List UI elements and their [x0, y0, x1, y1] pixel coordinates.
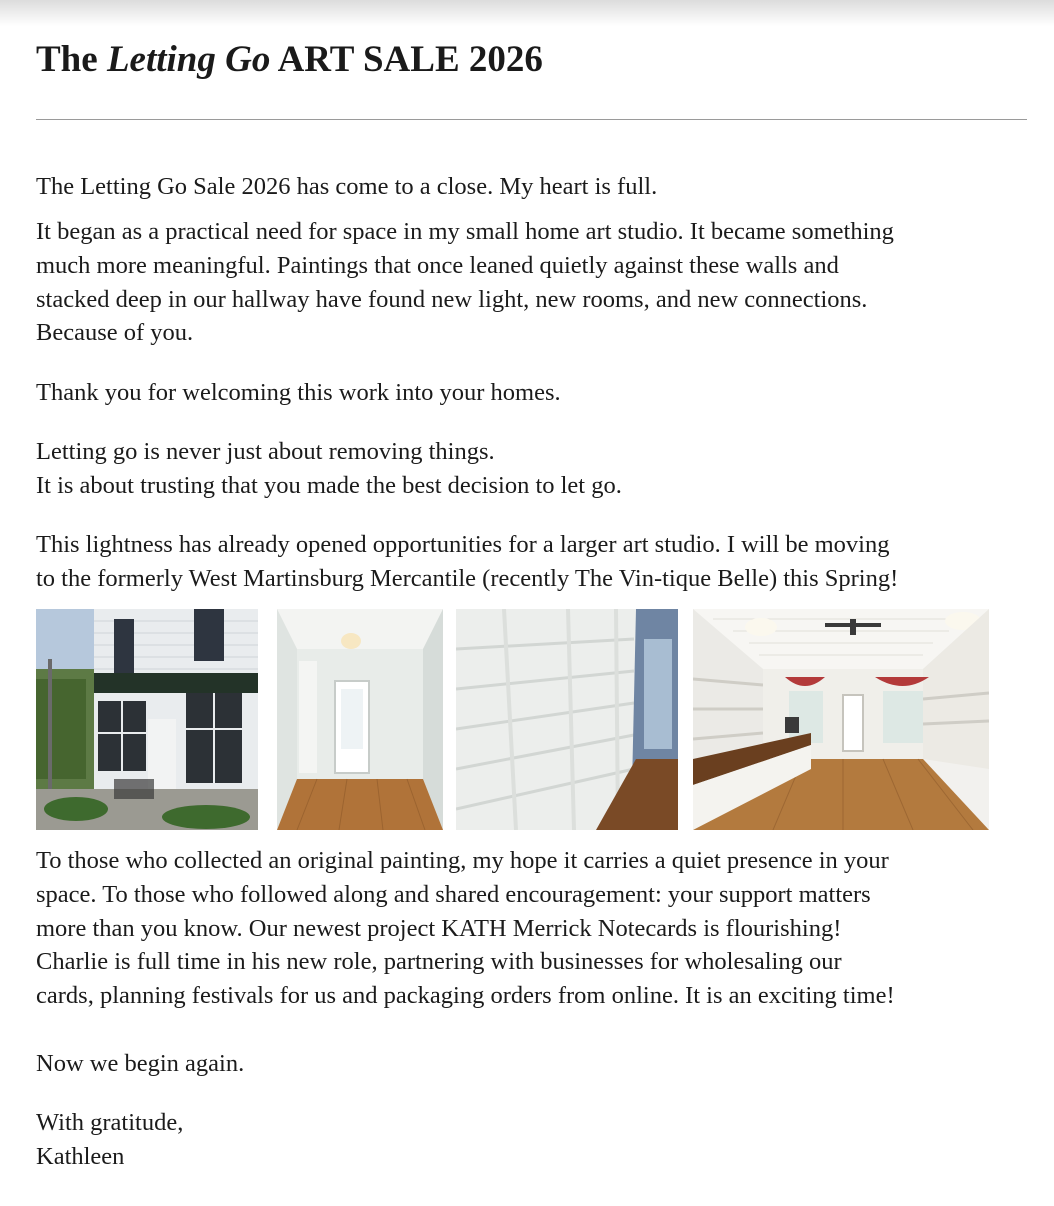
begin-again-line: Now we begin again.: [36, 1050, 245, 1077]
paragraph-line: space. To those who followed along and shared encouragement: your support matters: [36, 881, 871, 908]
paragraph-line: Charlie is full time in his new role, partnering with businesses for wholesaling our: [36, 948, 842, 975]
top-shadow: [0, 0, 1054, 26]
photo-storefront: [36, 609, 258, 830]
paragraph-line: Letting go is never just about removing things.: [36, 438, 495, 465]
title-divider: [36, 119, 1027, 120]
photo-hallway: [277, 609, 443, 830]
paragraph-line: stacked deep in our hallway have found new light, new rooms, and new connections.: [36, 286, 868, 313]
paragraph-line: It is about trusting that you made the best decision to let go.: [36, 472, 622, 499]
paragraph-line: to the formerly West Martinsburg Mercantile (recently The Vin-tique Belle) this Spring!: [36, 565, 899, 592]
page-title: The Letting Go ART SALE 2026: [36, 39, 543, 80]
closing-line: With gratitude,: [36, 1109, 184, 1136]
photo-store-interior: [693, 609, 989, 830]
paragraph-line: cards, planning festivals for us and packaging orders from online. It is an exciting time!: [36, 982, 895, 1009]
paragraph-line: more than you know. Our newest project KATH Merrick Notecards is flourishing!: [36, 915, 842, 942]
intro-line: The Letting Go Sale 2026 has come to a close. My heart is full.: [36, 173, 658, 200]
paragraph-line: Because of you.: [36, 319, 194, 346]
thanks-line: Thank you for welcoming this work into your homes.: [36, 379, 561, 406]
photo-shelving: [456, 609, 678, 830]
signature: Kathleen: [36, 1143, 125, 1170]
paragraph-line: To those who collected an original painting, my hope it carries a quiet presence in your: [36, 847, 889, 874]
paragraph-line: It began as a practical need for space in my small home art studio. It became something: [36, 218, 894, 245]
paragraph-line: This lightness has already opened opportunities for a larger art studio. I will be moving: [36, 531, 890, 558]
paragraph-line: much more meaningful. Paintings that once leaned quietly against these walls and: [36, 252, 839, 279]
page-title-italic: Letting Go: [106, 39, 271, 80]
